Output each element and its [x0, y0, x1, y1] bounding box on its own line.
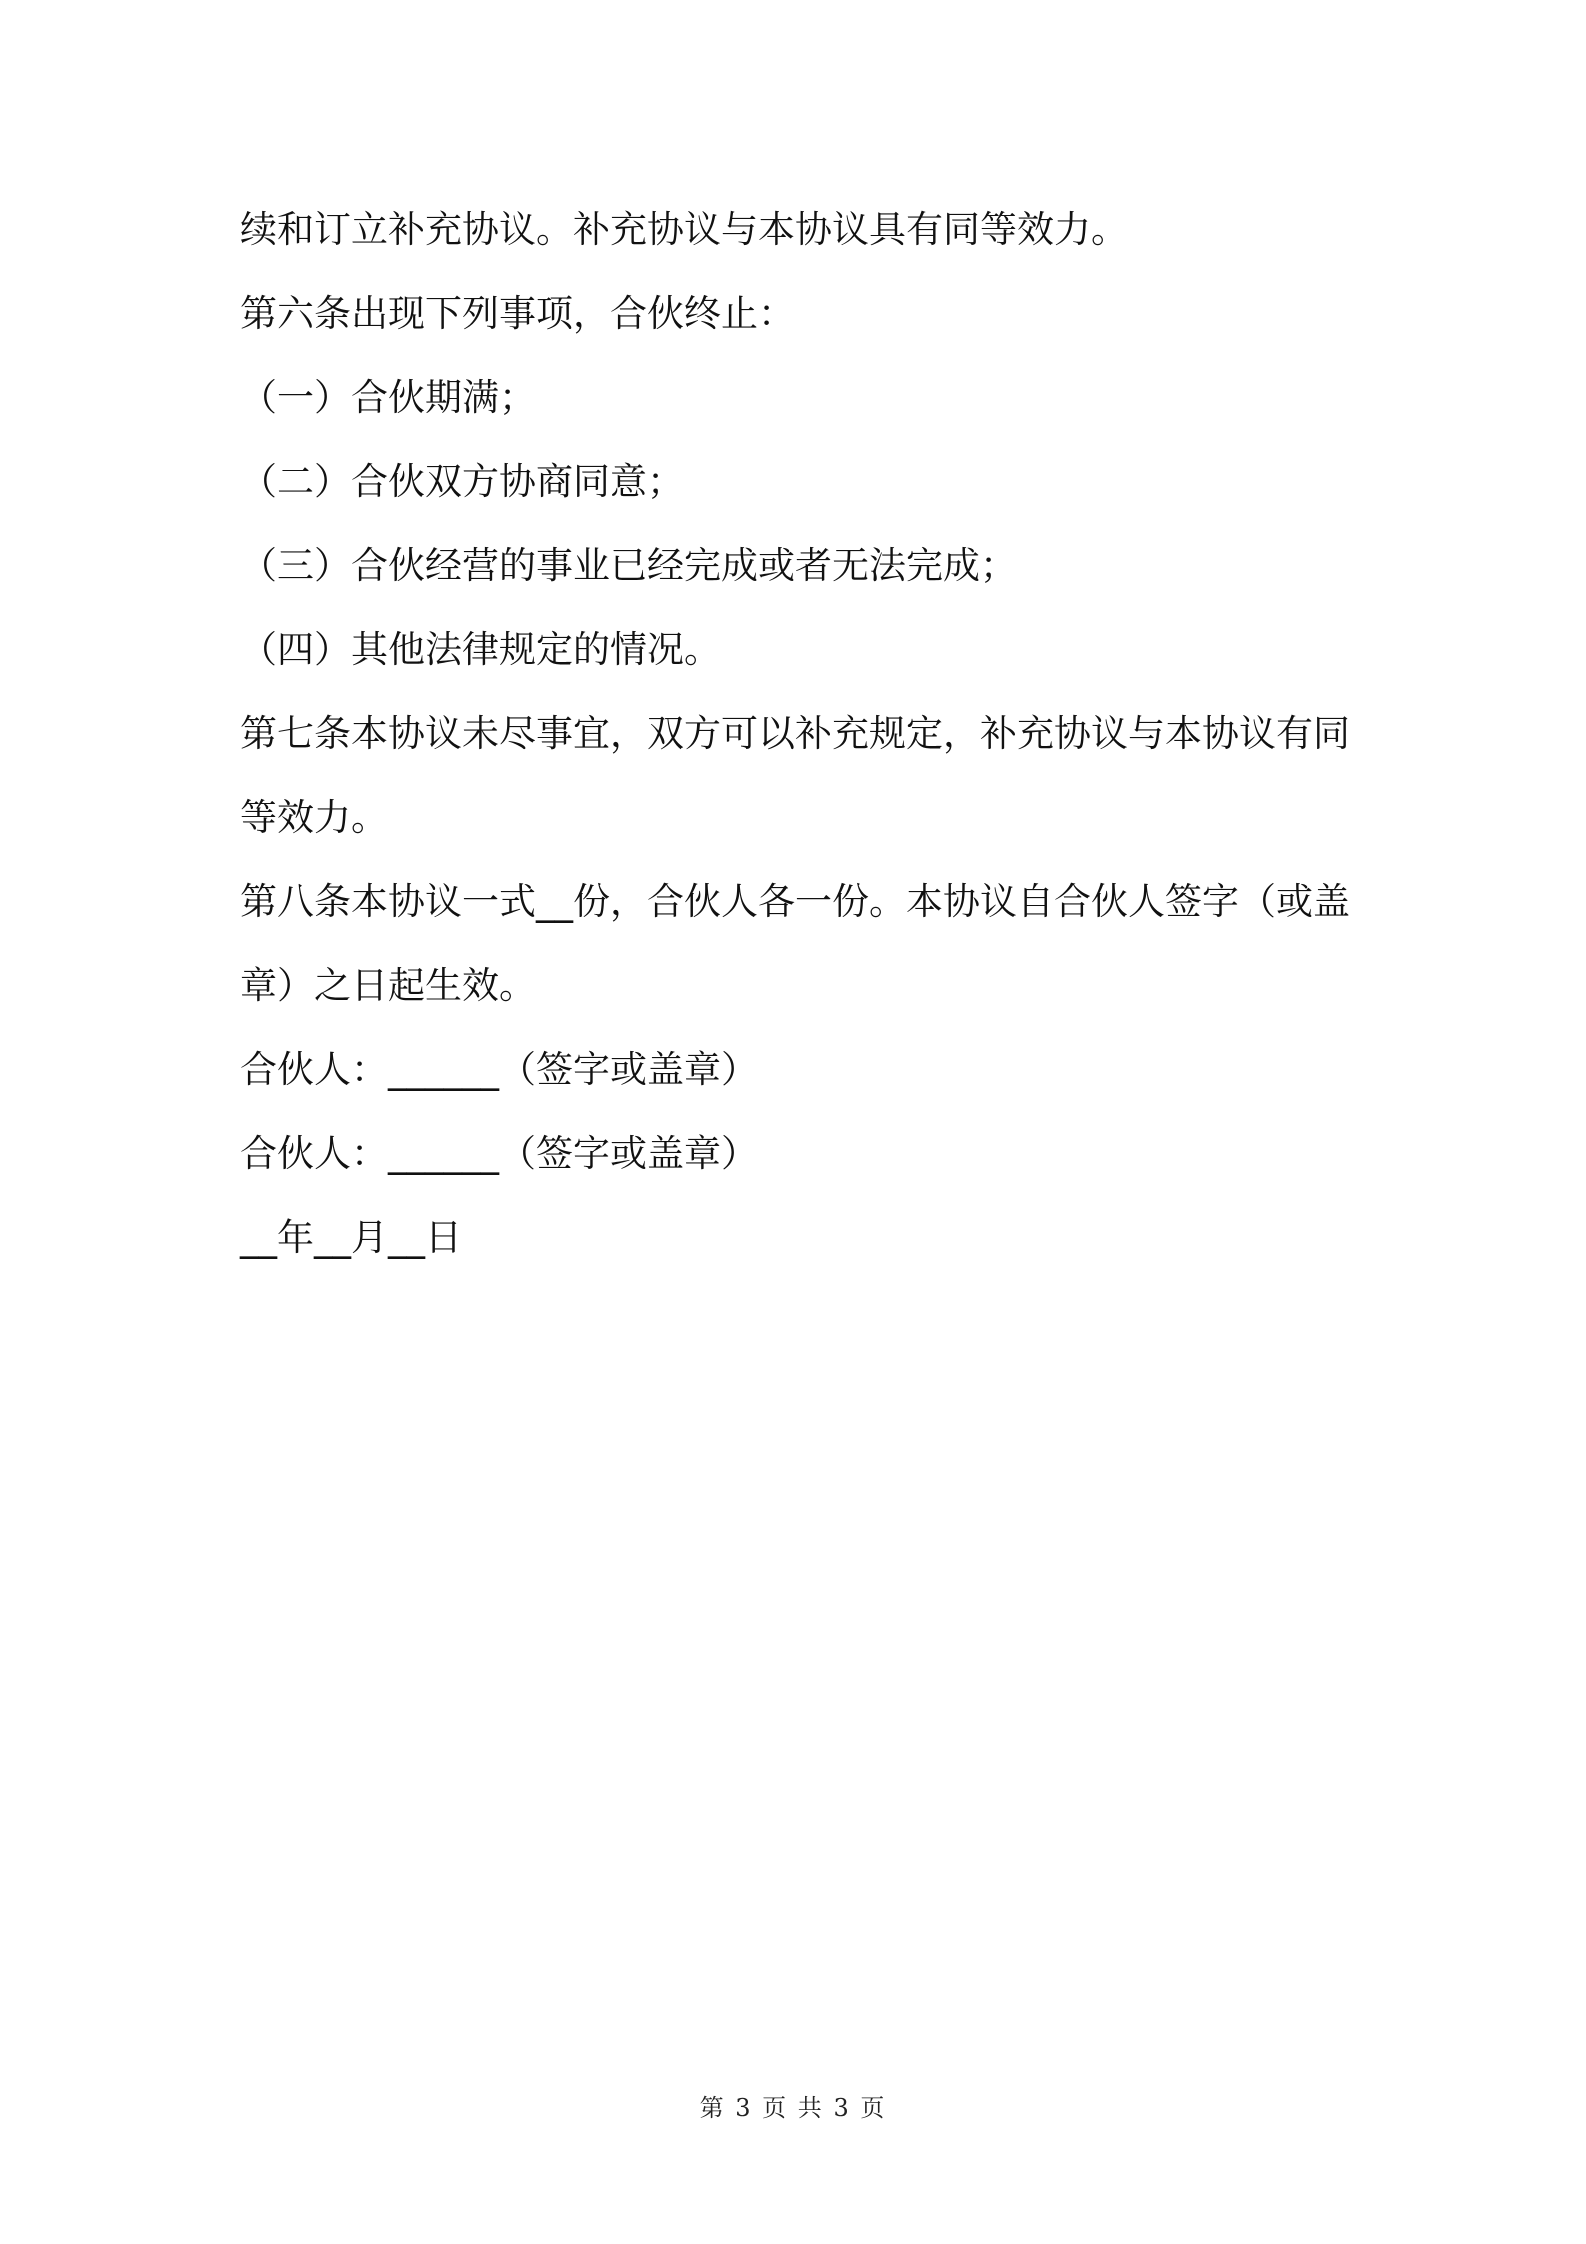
article-six-item-1: （一）合伙期满； [240, 376, 536, 419]
page-number-footer: 第 3 页 共 3 页 [699, 2094, 887, 2122]
article-eight-line-2: 章）之日起生效。 [240, 964, 536, 1007]
article-six-item-2: （二）合伙双方协商同意； [240, 460, 684, 503]
article-seven-line-1: 第七条本协议未尽事宜，双方可以补充规定，补充协议与本协议有同 [240, 712, 1350, 755]
article-eight-line-1: 第八条本协议一式__份，合伙人各一份。本协议自合伙人签字（或盖 [240, 880, 1350, 923]
text-line-continuation: 续和订立补充协议。补充协议与本协议具有同等效力。 [240, 208, 1128, 251]
article-six-item-4: （四）其他法律规定的情况。 [240, 628, 721, 671]
signing-date: __年__月__日 [240, 1216, 462, 1259]
article-seven-line-2: 等效力。 [240, 796, 388, 839]
article-six-item-3: （三）合伙经营的事业已经完成或者无法完成； [240, 544, 1017, 587]
partner-signature-2: 合伙人：______（签字或盖章） [240, 1132, 758, 1175]
document-body [240, 188, 1360, 1280]
article-six-heading: 第六条出现下列事项，合伙终止： [240, 292, 795, 335]
partner-signature-1: 合伙人：______（签字或盖章） [240, 1048, 758, 1091]
